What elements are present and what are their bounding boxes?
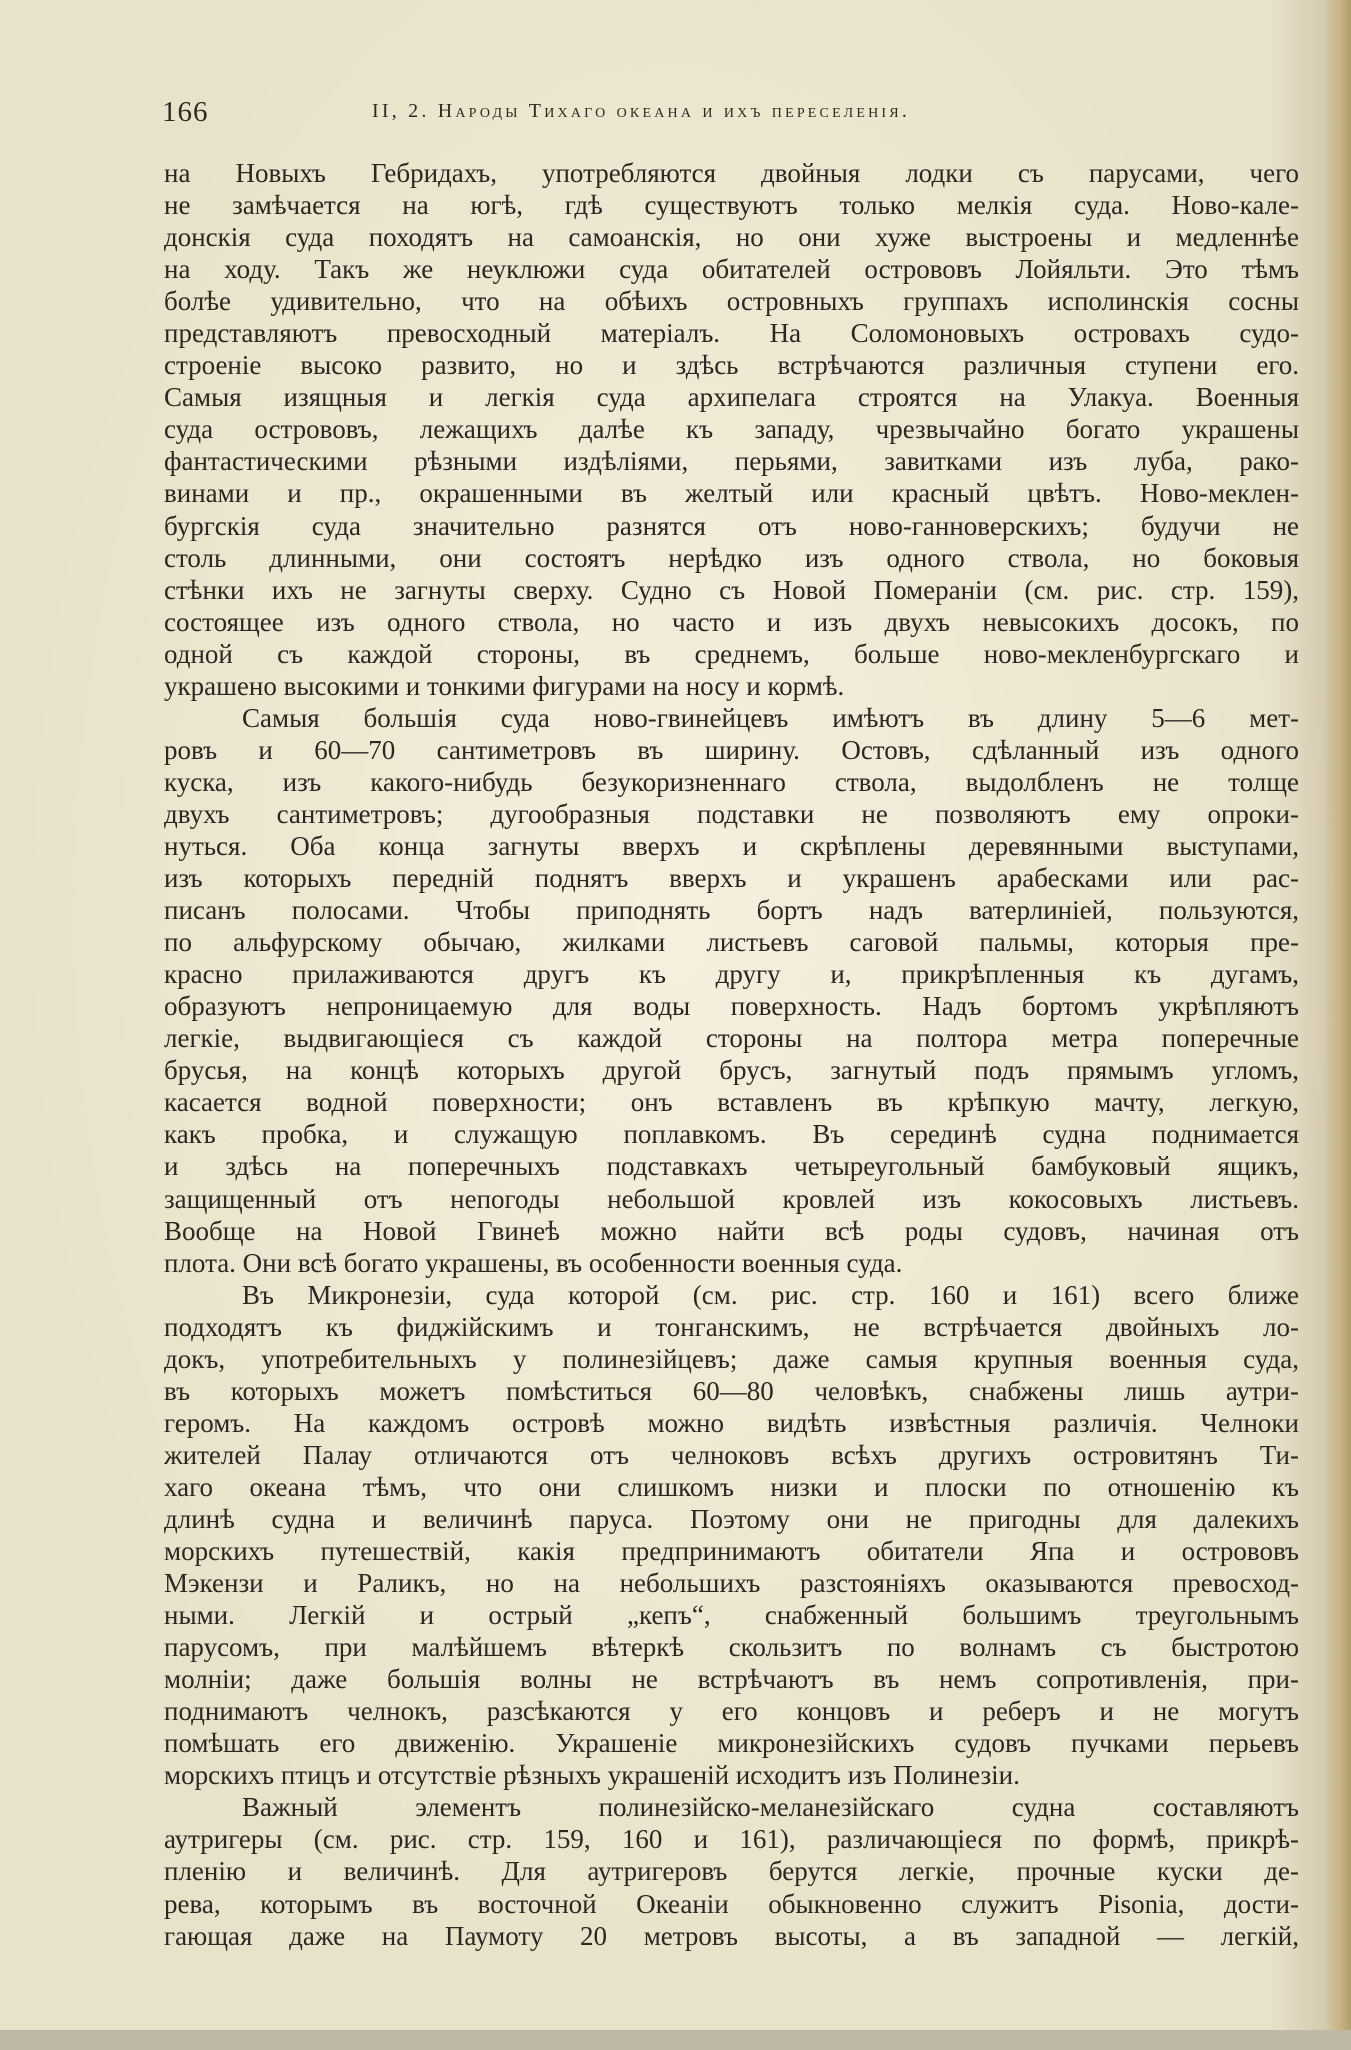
text-line: легкіе, выдвигающіеся съ каждой стороны на полтора метра поперечные [164,1023,1299,1054]
text-line: какъ пробка, и служащую поплавкомъ. Въ серединѣ судна поднимается [164,1119,1299,1150]
text-line: Самыя большія суда ново-гвинейцевъ имѣютъ въ длину 5—6 мет- [242,702,1299,733]
text-line: строеніе высоко развито, но и здѣсь встрѣчаются различныя ступени его. [164,350,1299,381]
text-line: образуютъ непроницаемую для воды поверхность. Надъ бортомъ укрѣпляютъ [164,991,1299,1022]
text-line: рева, которымъ въ восточной Океаніи обыкновенно служитъ Pisonia, дости- [164,1888,1299,1919]
text-line: плота. Они всѣ богато украшены, въ особенности военныя суда. [164,1247,903,1278]
text-line: фантастическими рѣзными издѣліями, перьями, завитками изъ луба, рако- [164,446,1299,477]
text-line: поднимаютъ челнокъ, разсѣкаются у его концовъ и реберъ и не могутъ [164,1696,1299,1727]
text-line: морскихъ птицъ и отсутствіе рѣзныхъ украшеній исходитъ изъ Полинезіи. [164,1760,1020,1791]
text-line: защищенный отъ непогоды небольшой кровлей изъ кокосовыхъ листьевъ. [164,1183,1299,1214]
text-line: Въ Микронезіи, суда которой (см. рис. стр. 160 и 161) всего ближе [242,1279,1299,1310]
text-line: Самыя изящныя и легкія суда архипелага строятся на Улакуа. Военныя [164,382,1299,413]
text-line: пленію и величинѣ. Для аутригеровъ берутся легкіе, прочные куски де- [164,1856,1299,1887]
paragraph [164,157,1299,702]
running-head-title: II, 2. Народы Тихаго океана и ихъ переселенія. [372,100,911,122]
text-line: бургскія суда значительно разнятся отъ ново-ганноверскихъ; будучи не [164,510,1299,541]
running-head [162,96,1292,136]
text-line: представляютъ превосходный матеріалъ. На Соломоновыхъ островахъ судо- [164,318,1299,349]
text-line: Важный элементъ полинезійско-меланезійскаго судна составляютъ [242,1792,1299,1823]
text-line: нуться. Оба конца загнуты вверхъ и скрѣплены деревянными выступами, [164,830,1299,861]
text-line: жителей Палау отличаются отъ челноковъ всѣхъ другихъ островитянъ Ти- [164,1439,1299,1470]
text-line: винами и пр., окрашенными въ желтый или красный цвѣтъ. Ново-меклен- [164,478,1299,509]
text-line: красно прилаживаются другъ къ другу и, прикрѣпленныя къ дугамъ, [164,959,1299,990]
text-line: болѣе удивительно, что на обѣихъ островныхъ группахъ исполинскія сосны [164,286,1299,317]
text-line: Мэкензи и Раликъ, но на небольшихъ разстояніяхъ оказываются превосход- [164,1568,1299,1599]
text-line: въ которыхъ можетъ помѣститься 60—80 человѣкъ, снабжены лишь аутри- [164,1375,1299,1406]
text-line: по альфурскому обычаю, жилками листьевъ саговой пальмы, которыя пре- [164,927,1299,958]
text-line: писанъ полосами. Чтобы приподнять бортъ надъ ватерлиніей, пользуются, [164,895,1299,926]
paragraph [164,1791,1299,1951]
text-line: гающая даже на Паумоту 20 метровъ высоты, а въ западной — легкій, [164,1920,1299,1951]
scan-bottom-margin [0,2030,1351,2050]
text-line: столь длинными, они состоятъ нерѣдко изъ одного ствола, но боковыя [164,542,1299,573]
text-line: донскія суда походятъ на самоанскія, но они хуже выстроены и медленнѣе [164,222,1299,253]
text-line: парусомъ, при малѣйшемъ вѣтеркѣ скользитъ по волнамъ съ быстротою [164,1632,1299,1663]
text-line: изъ которыхъ передній поднятъ вверхъ и украшенъ арабесками или рас- [164,863,1299,894]
text-line: помѣшать его движенію. Украшеніе микронезійскихъ судовъ пучками перьевъ [164,1728,1299,1759]
text-line: молніи; даже большія волны не встрѣчаютъ въ немъ сопротивленія, при- [164,1664,1299,1695]
text-line: хаго океана тѣмъ, что они слишкомъ низки и плоски по отношенію къ [164,1471,1299,1502]
text-line: морскихъ путешествій, какія предпринимаютъ обитатели Япа и острововъ [164,1536,1299,1567]
text-line: состоящее изъ одного ствола, но часто и изъ двухъ невысокихъ досокъ, по [164,606,1299,637]
text-line: геромъ. На каждомъ островѣ можно видѣть извѣстныя различія. Челноки [164,1407,1299,1438]
body-text [164,157,1299,1952]
text-line: суда острововъ, лежащихъ далѣе къ западу, чрезвычайно богато украшены [164,414,1299,445]
page-number: 166 [162,96,209,128]
text-line: подходятъ къ фиджійскимъ и тонганскимъ, не встрѣчается двойныхъ ло- [164,1311,1299,1342]
text-line: на ходу. Такъ же неуклюжи суда обитателей острововъ Лойяльти. Это тѣмъ [164,254,1299,285]
text-line: не замѣчается на югѣ, гдѣ существуютъ только мелкія суда. Ново-кале- [164,190,1299,221]
text-line: куска, изъ какого-нибудь безукоризненнаго ствола, выдолбленъ не толще [164,766,1299,797]
text-line: брусья, на концѣ которыхъ другой брусъ, загнутый подъ прямымъ угломъ, [164,1055,1299,1086]
text-line: длинѣ судна и величинѣ паруса. Поэтому они не пригодны для далекихъ [164,1503,1299,1534]
text-line: и здѣсь на поперечныхъ подставкахъ четыреугольный бамбуковый ящикъ, [164,1151,1299,1182]
text-line: докъ, употребительныхъ у полинезійцевъ; даже самыя крупныя военныя суда, [164,1343,1299,1374]
text-line: касается водной поверхности; онъ вставленъ въ крѣпкую мачту, легкую, [164,1087,1299,1118]
text-line: аутригеры (см. рис. стр. 159, 160 и 161), различающіеся по формѣ, прикрѣ- [164,1824,1299,1855]
text-line: ными. Легкій и острый „кепъ“, снабженный большимъ треугольнымъ [164,1600,1299,1631]
text-line: на Новыхъ Гебридахъ, употребляются двойныя лодки съ парусами, чего [164,158,1299,188]
text-line: двухъ сантиметровъ; дугообразныя подставки не позволяютъ ему опроки- [164,798,1299,829]
paragraph [164,1279,1299,1792]
text-line: стѣнки ихъ не загнуты сверху. Судно съ Новой Помераніи (см. рис. стр. 159), [164,574,1299,605]
page-edge-shadow [1323,0,1351,2030]
text-line: Вообще на Новой Гвинеѣ можно найти всѣ роды судовъ, начиная отъ [164,1215,1299,1246]
text-line: украшено высокими и тонкими фигурами на носу и кормѣ. [164,670,845,701]
text-line: ровъ и 60—70 сантиметровъ въ ширину. Остовъ, сдѣланный изъ одного [164,734,1299,765]
paragraph [164,702,1299,1279]
text-line: одной съ каждой стороны, въ среднемъ, больше ново-мекленбургскаго и [164,638,1299,669]
